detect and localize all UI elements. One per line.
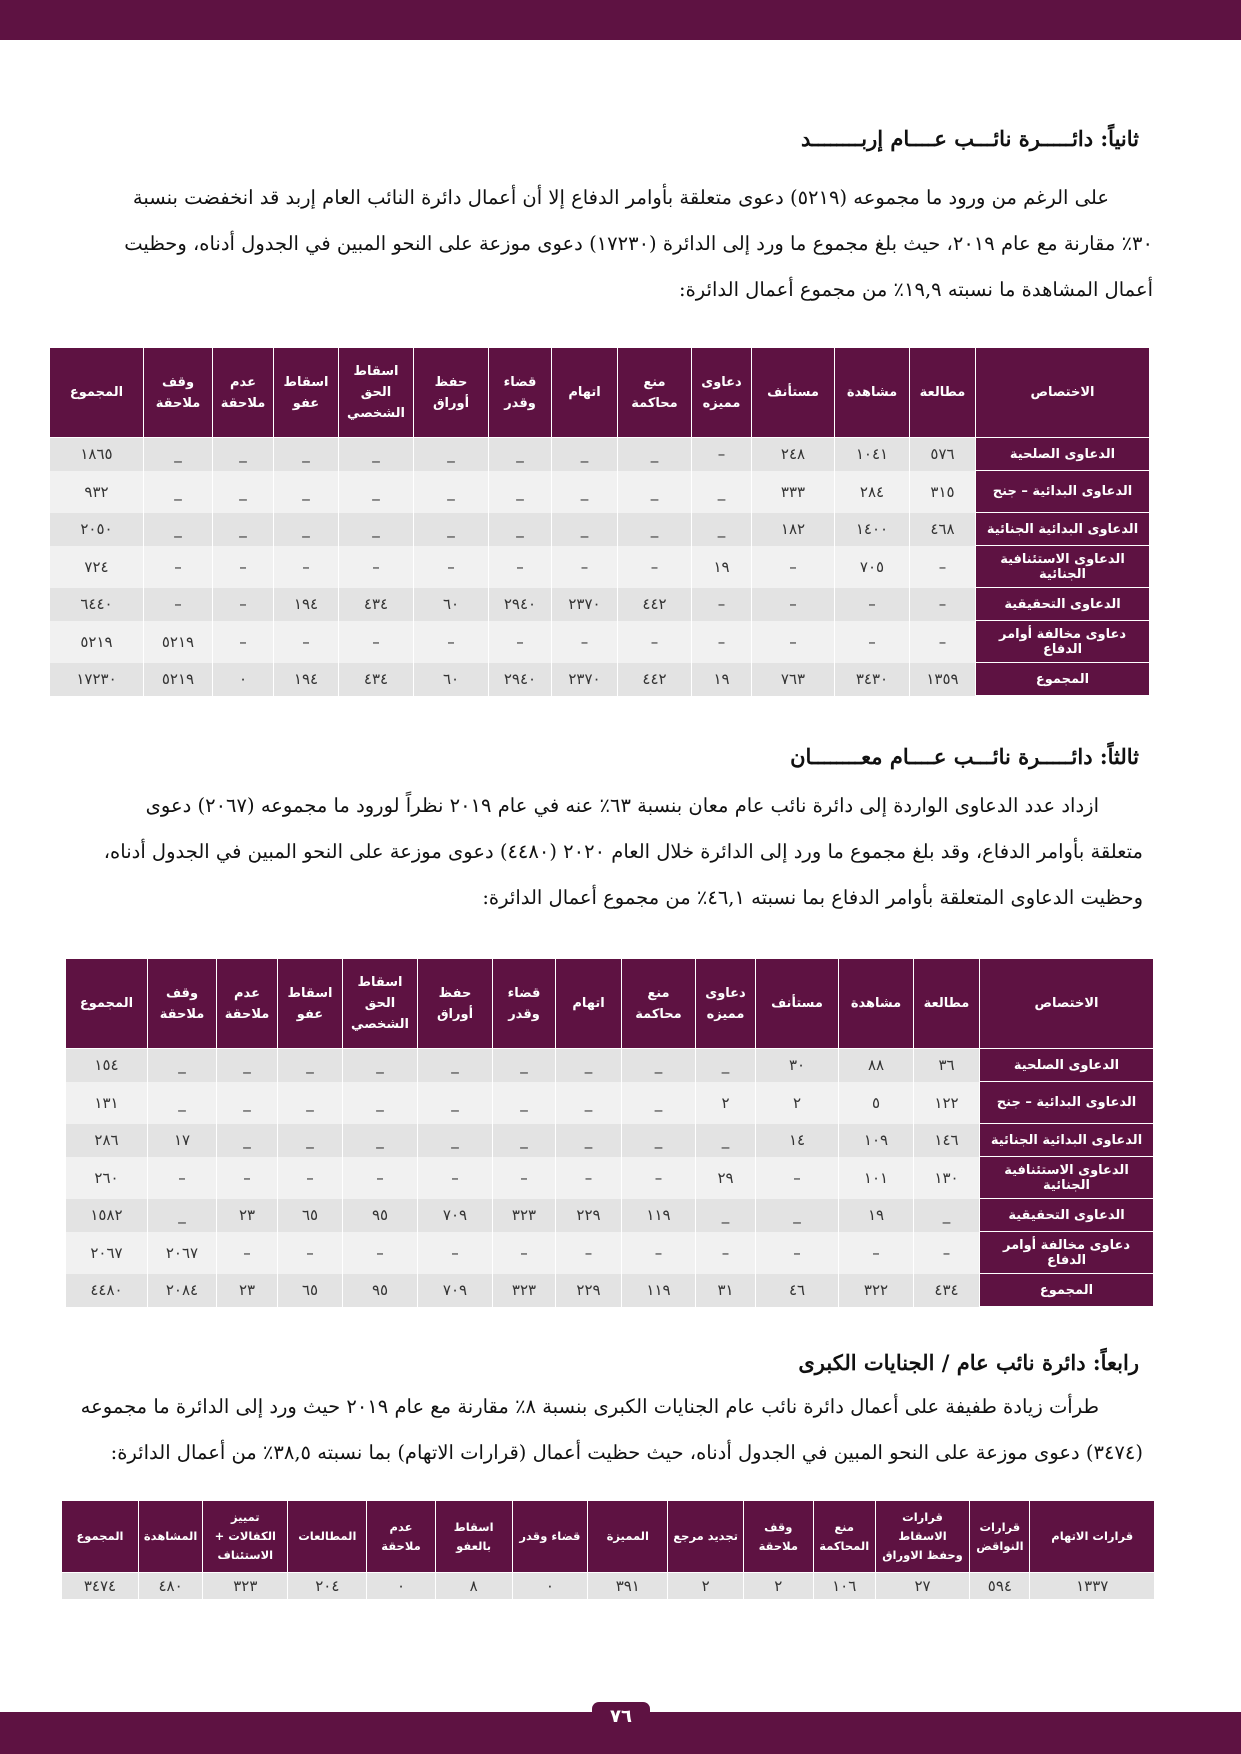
column-header: عدم ملاحقة [213, 348, 274, 438]
table-cell: _ [552, 438, 618, 471]
table-cell: _ [756, 1199, 839, 1232]
section-paragraph-maan [89, 783, 1143, 921]
table-cell: _ [489, 513, 552, 546]
section-paragraph-major-crimes [80, 1384, 1143, 1476]
row-label: الدعاوى الاستئنافية الجنائية [980, 1157, 1154, 1199]
column-header: المطالعات [288, 1501, 367, 1573]
table-cell: ٣٠ [756, 1049, 839, 1082]
table-cell: ٧٠٩ [418, 1274, 493, 1307]
table-cell: ٣٢٢ [839, 1274, 914, 1307]
table-cell: _ [213, 471, 274, 513]
table-cell: ٣٣٣ [752, 471, 835, 513]
column-header: قضاء وقدر [493, 959, 556, 1049]
table-cell: ٣٦ [914, 1049, 980, 1082]
table-cell: _ [622, 1082, 696, 1124]
table-cell: _ [339, 471, 414, 513]
table-cell: ٣١ [696, 1274, 756, 1307]
table-cell: ٥٢١٩ [144, 621, 213, 663]
table-cell: – [756, 1157, 839, 1199]
table-cell: ٢٤٨ [752, 438, 835, 471]
table-row [66, 1124, 1154, 1157]
table-cell: ١٤٠٠ [835, 513, 910, 546]
table-cell: ١٩٤ [274, 663, 339, 696]
column-header: قرارات الاتهام [1030, 1501, 1155, 1573]
row-label: المجموع [980, 1274, 1154, 1307]
table-row [66, 1232, 1154, 1274]
row-label: الدعاوى الصلحية [976, 438, 1150, 471]
table-cell: _ [696, 1199, 756, 1232]
table-cell: – [556, 1157, 622, 1199]
paragraph-line: طرأت زيادة طفيفة على أعمال دائرة نائب عام الجنايات الكبرى بنسبة ٨٪ مقارنة مع عام ٢٠١٩ حيث ورد إلى الدائرة ما مجموعه [80, 1395, 1099, 1418]
table-cell: _ [618, 471, 692, 513]
table-cell: ٩٣٢ [50, 471, 144, 513]
table-cell: ٧٠٩ [418, 1199, 493, 1232]
table-cell: – [489, 546, 552, 588]
page-number: ٧٦ [592, 1702, 650, 1730]
table-cell: – [148, 1157, 217, 1199]
table-cell: _ [556, 1049, 622, 1082]
table-cell: _ [144, 438, 213, 471]
table-cell: – [622, 1157, 696, 1199]
table-cell: ٦٥ [278, 1199, 343, 1232]
table-cell: _ [274, 513, 339, 546]
column-header: اسقاط الحق الشخصي [339, 348, 414, 438]
table-cell: ١٧٢٣٠ [50, 663, 144, 696]
table-cell: ٢٧ [875, 1573, 969, 1599]
table-cell: _ [148, 1199, 217, 1232]
table-cell: ٣١٥ [910, 471, 976, 513]
table-cell: ١٩ [839, 1199, 914, 1232]
table-cell: – [339, 621, 414, 663]
table-cell: – [835, 621, 910, 663]
maan-cases-table [65, 958, 1154, 1307]
table-cell: ١٢٢ [914, 1082, 980, 1124]
table-cell: _ [274, 471, 339, 513]
table-cell: ٠ [367, 1573, 436, 1599]
table-cell: – [618, 546, 692, 588]
table-cell: ٣٤٣٠ [835, 663, 910, 696]
table-cell: – [414, 546, 489, 588]
table-cell: _ [148, 1049, 217, 1082]
column-header: قرارات النواقض [970, 1501, 1030, 1573]
table-cell: _ [696, 1124, 756, 1157]
column-header: منع المحاكمة [813, 1501, 875, 1573]
section-heading-major-crimes: رابعاً: دائرة نائب عام / الجنايات الكبرى [798, 1350, 1139, 1375]
table-cell: ٣٢٣ [493, 1199, 556, 1232]
column-header: اسقاط الحق الشخصي [343, 959, 418, 1049]
table-row [66, 1082, 1154, 1124]
paragraph-line: ٣٠٪ مقارنة مع عام ٢٠١٩، حيث بلغ مجموع ما ورد إلى الدائرة (١٧٢٣٠) دعوى موزعة على النحو المبين في الجدول أدناه، وحظيت [124, 232, 1153, 255]
table-cell: _ [414, 471, 489, 513]
table-cell: – [418, 1232, 493, 1274]
table-cell: – [618, 621, 692, 663]
table-cell: _ [493, 1049, 556, 1082]
paragraph-line: متعلقة بأوامر الدفاع، وقد بلغ مجموع ما ورد إلى الدائرة خلال العام ٢٠٢٠ (٤٤٨٠) دعوى موزعة على النحو المبين في الجدول أدناه، [103, 840, 1143, 863]
table-cell: ٤٤٢ [618, 588, 692, 621]
table-row [66, 1049, 1154, 1082]
table-cell: – [556, 1232, 622, 1274]
column-header: الاختصاص [976, 348, 1150, 438]
column-header: عدم ملاحقة [217, 959, 278, 1049]
table-header-row [62, 1501, 1155, 1573]
table-cell: _ [493, 1124, 556, 1157]
table-cell: _ [552, 471, 618, 513]
table-cell: ٥٩٤ [970, 1573, 1030, 1599]
table-cell: – [213, 546, 274, 588]
table-cell: ١٨٦٥ [50, 438, 144, 471]
table-cell: – [692, 588, 752, 621]
table-cell: ٢٠٦٧ [148, 1232, 217, 1274]
table-cell: ٥٢١٩ [144, 663, 213, 696]
table-row [50, 513, 1150, 546]
column-header: المجموع [62, 1501, 139, 1573]
table-cell: – [144, 588, 213, 621]
table-cell: _ [556, 1082, 622, 1124]
table-cell: – [217, 1157, 278, 1199]
table-cell: ٢ [668, 1573, 744, 1599]
column-header: تجديد مرجع [668, 1501, 744, 1573]
table-cell: ١٠٤١ [835, 438, 910, 471]
table-cell: ٩٥ [343, 1274, 418, 1307]
table-cell: _ [622, 1124, 696, 1157]
table-cell: ١٠١ [839, 1157, 914, 1199]
table-cell: ١٧ [148, 1124, 217, 1157]
row-label: الدعاوى التحقيقية [976, 588, 1150, 621]
table-cell: ٢٢٩ [556, 1274, 622, 1307]
paragraph-line: على الرغم من ورود ما مجموعه (٥٢١٩) دعوى متعلقة بأوامر الدفاع إلا أن أعمال دائرة النائب العام إربد قد انخفضت بنسبة [132, 186, 1109, 209]
column-header: منع محاكمة [618, 348, 692, 438]
table-cell: – [914, 1232, 980, 1274]
table-row [50, 621, 1150, 663]
column-header: قرارات الاسقاط وحفظ الاوراق [875, 1501, 969, 1573]
table-cell: ٢٩٤٠ [489, 663, 552, 696]
table-cell: _ [418, 1049, 493, 1082]
row-label: الدعاوى الصلحية [980, 1049, 1154, 1082]
column-header: مستأنف [752, 348, 835, 438]
column-header: مطالعة [910, 348, 976, 438]
column-header: مستأنف [756, 959, 839, 1049]
table-cell: – [414, 621, 489, 663]
table-cell: – [692, 621, 752, 663]
table-cell: _ [914, 1199, 980, 1232]
column-header: تمييز الكفالات + الاستئناف [203, 1501, 288, 1573]
table-row [50, 471, 1150, 513]
table-cell: ٣٩١ [588, 1573, 668, 1599]
table-row [50, 438, 1150, 471]
major-crimes-table [61, 1500, 1155, 1599]
table-cell: – [752, 588, 835, 621]
table-cell: – [339, 546, 414, 588]
table-cell: _ [274, 438, 339, 471]
column-header: دعاوى مميزه [696, 959, 756, 1049]
table-cell: _ [622, 1049, 696, 1082]
table-cell: ٢ [756, 1082, 839, 1124]
table-cell: ٦٠ [414, 588, 489, 621]
table-row [66, 1274, 1154, 1307]
row-label: الدعاوى البدائية – جنح [976, 471, 1150, 513]
table-cell: ١٣٥٩ [910, 663, 976, 696]
table-cell: ٢٠٥٠ [50, 513, 144, 546]
table-cell: ٤٦٨ [910, 513, 976, 546]
table-cell: ٣٢٣ [493, 1274, 556, 1307]
row-label: الدعاوى الاستئنافية الجنائية [976, 546, 1150, 588]
table-cell: ٠ [213, 663, 274, 696]
table-cell: ١٥٨٢ [66, 1199, 148, 1232]
paragraph-line: أعمال المشاهدة ما نسبته ١٩,٩٪ من مجموع أعمال الدائرة: [679, 278, 1153, 301]
table-cell: ٢ [744, 1573, 814, 1599]
table-cell: – [343, 1157, 418, 1199]
column-header: الاختصاص [980, 959, 1154, 1049]
table-cell: ٤٤٨٠ [66, 1274, 148, 1307]
table-cell: _ [278, 1049, 343, 1082]
table-cell: – [552, 621, 618, 663]
column-header: مشاهدة [835, 348, 910, 438]
table-cell: – [213, 621, 274, 663]
table-cell: ٦٠ [414, 663, 489, 696]
column-header: حفظ أوراق [418, 959, 493, 1049]
table-cell: – [839, 1232, 914, 1274]
table-cell: – [622, 1232, 696, 1274]
column-header: حفظ أوراق [414, 348, 489, 438]
table-cell: _ [418, 1082, 493, 1124]
table-cell: _ [414, 513, 489, 546]
table-cell: ٤٤٢ [618, 663, 692, 696]
table-cell: ٥ [839, 1082, 914, 1124]
row-label: الدعاوى البدائية – جنح [980, 1082, 1154, 1124]
table-cell: – [756, 1232, 839, 1274]
table-cell: _ [343, 1082, 418, 1124]
section-paragraph-irbid [89, 175, 1153, 313]
table-cell: – [696, 1232, 756, 1274]
table-cell: ٧٠٥ [835, 546, 910, 588]
table-cell: – [213, 588, 274, 621]
table-cell: – [493, 1232, 556, 1274]
table-cell: _ [343, 1124, 418, 1157]
table-cell: _ [618, 513, 692, 546]
table-header-row [50, 348, 1150, 438]
column-header: قضاء وقدر [512, 1501, 588, 1573]
row-label: المجموع [976, 663, 1150, 696]
paragraph-line: وحظيت الدعاوى المتعلقة بأوامر الدفاع بما نسبته ٤٦,١٪ من مجموع أعمال الدائرة: [482, 886, 1143, 909]
table-cell: ١٣٣٧ [1030, 1573, 1155, 1599]
table-cell: _ [278, 1082, 343, 1124]
table-cell: ٧٢٤ [50, 546, 144, 588]
table-cell: _ [343, 1049, 418, 1082]
column-header: وقف ملاحقة [744, 1501, 814, 1573]
table-cell: ١٩ [692, 663, 752, 696]
table-cell: – [217, 1232, 278, 1274]
table-cell: ١٨٢ [752, 513, 835, 546]
row-label: دعاوى مخالفة أوامر الدفاع [980, 1232, 1154, 1274]
table-cell: ٤٣٤ [339, 663, 414, 696]
table-cell: – [910, 588, 976, 621]
section-heading-maan: ثالثاً: دائـــــرة نائـــب عــــام معــــــــان [790, 744, 1139, 769]
table-row [66, 1157, 1154, 1199]
column-header: اسقاط عفو [274, 348, 339, 438]
table-cell: ٢٦٠ [66, 1157, 148, 1199]
table-cell: ٨ [435, 1573, 512, 1599]
table-cell: ٤٦ [756, 1274, 839, 1307]
table-cell: _ [692, 513, 752, 546]
table-cell: ٤٣٤ [339, 588, 414, 621]
table-cell: ٢٨٦ [66, 1124, 148, 1157]
table-cell: ٢ [696, 1082, 756, 1124]
column-header: المشاهدة [138, 1501, 202, 1573]
table-cell: _ [552, 513, 618, 546]
table-cell: _ [696, 1049, 756, 1082]
column-header: وقف ملاحقة [148, 959, 217, 1049]
row-label: الدعاوى التحقيقية [980, 1199, 1154, 1232]
table-cell: ٢٠٤ [288, 1573, 367, 1599]
table-cell: ٤٣٤ [914, 1274, 980, 1307]
table-cell: _ [144, 471, 213, 513]
table-cell: ١٠٩ [839, 1124, 914, 1157]
table-cell: _ [144, 513, 213, 546]
table-cell: ٣٤٧٤ [62, 1573, 139, 1599]
paragraph-line: (٣٤٧٤) دعوى موزعة على النحو المبين في الجدول أدناه، حيث حظيت أعمال (قرارات الاتهام) بما نسبته ٣٨,٥٪ من أعمال الدائرة: [110, 1441, 1143, 1464]
table-cell: – [835, 588, 910, 621]
table-cell: _ [217, 1049, 278, 1082]
section-heading-irbid: ثانياً: دائـــــرة نائـــب عــــام إربــــــــد [801, 126, 1139, 151]
table-cell: – [144, 546, 213, 588]
table-cell: ٢٩ [696, 1157, 756, 1199]
table-cell: – [274, 546, 339, 588]
table-cell: – [489, 621, 552, 663]
row-label: الدعاوى البدائية الجنائية [980, 1124, 1154, 1157]
table-cell: _ [692, 471, 752, 513]
table-cell: ١٥٤ [66, 1049, 148, 1082]
table-cell: – [752, 546, 835, 588]
table-cell: – [278, 1232, 343, 1274]
table-cell: _ [418, 1124, 493, 1157]
table-cell: ٥٧٦ [910, 438, 976, 471]
table-cell: _ [489, 438, 552, 471]
table-cell: ٢٠٦٧ [66, 1232, 148, 1274]
table-cell: _ [217, 1082, 278, 1124]
table-cell: ٢٩٤٠ [489, 588, 552, 621]
column-header: اسقاط عفو [278, 959, 343, 1049]
table-cell: – [274, 621, 339, 663]
table-cell: _ [213, 513, 274, 546]
table-cell: ٩٥ [343, 1199, 418, 1232]
table-cell: ٢٣ [217, 1274, 278, 1307]
table-cell: ١٠٦ [813, 1573, 875, 1599]
column-header: مشاهدة [839, 959, 914, 1049]
table-cell: _ [556, 1124, 622, 1157]
table-cell: – [910, 546, 976, 588]
table-cell: – [418, 1157, 493, 1199]
table-cell: ٢٠٨٤ [148, 1274, 217, 1307]
table-row [50, 546, 1150, 588]
table-cell: – [552, 546, 618, 588]
table-cell: – [278, 1157, 343, 1199]
table-cell: ١٩٤ [274, 588, 339, 621]
table-cell: _ [217, 1124, 278, 1157]
table-cell: _ [414, 438, 489, 471]
table-cell: – [910, 621, 976, 663]
table-cell: – [343, 1232, 418, 1274]
top-banner [0, 0, 1241, 40]
table-cell: _ [339, 513, 414, 546]
column-header: قضاء وقدر [489, 348, 552, 438]
column-header: المميزة [588, 1501, 668, 1573]
table-cell: _ [618, 438, 692, 471]
column-header: اسقاط بالعفو [435, 1501, 512, 1573]
table-cell: _ [278, 1124, 343, 1157]
table-cell: ٢٣٧٠ [552, 588, 618, 621]
column-header: عدم ملاحقة [367, 1501, 436, 1573]
table-row [66, 1199, 1154, 1232]
table-cell: ١٤٦ [914, 1124, 980, 1157]
column-header: منع محاكمة [622, 959, 696, 1049]
column-header: مطالعة [914, 959, 980, 1049]
column-header: اتهام [556, 959, 622, 1049]
table-cell: _ [489, 471, 552, 513]
column-header: دعاوى مميزه [692, 348, 752, 438]
table-cell: ١٣١ [66, 1082, 148, 1124]
table-row [62, 1573, 1155, 1599]
table-cell: _ [493, 1082, 556, 1124]
table-cell: ٢٣٧٠ [552, 663, 618, 696]
table-cell: ٧٦٣ [752, 663, 835, 696]
table-cell: ١٣٠ [914, 1157, 980, 1199]
table-cell: ٦٥ [278, 1274, 343, 1307]
table-cell: ٦٤٤٠ [50, 588, 144, 621]
table-cell: ٤٨٠ [138, 1573, 202, 1599]
table-cell: ١٩ [692, 546, 752, 588]
table-cell: – [493, 1157, 556, 1199]
table-cell: ٢٢٩ [556, 1199, 622, 1232]
table-row [50, 663, 1150, 696]
table-cell: _ [339, 438, 414, 471]
table-row [50, 588, 1150, 621]
table-cell: – [692, 438, 752, 471]
table-cell: ١١٩ [622, 1274, 696, 1307]
table-cell: _ [213, 438, 274, 471]
table-cell: _ [148, 1082, 217, 1124]
column-header: اتهام [552, 348, 618, 438]
table-cell: ١١٩ [622, 1199, 696, 1232]
table-cell: ٨٨ [839, 1049, 914, 1082]
paragraph-line: ازداد عدد الدعاوى الواردة إلى دائرة نائب عام معان بنسبة ٦٣٪ عنه في عام ٢٠١٩ نظراً لورود ما مجموعه (٢٠٦٧) دعوى [145, 794, 1099, 817]
column-header: وقف ملاحقة [144, 348, 213, 438]
table-cell: – [752, 621, 835, 663]
table-header-row [66, 959, 1154, 1049]
table-cell: ٢٣ [217, 1199, 278, 1232]
table-cell: ٣٢٣ [203, 1573, 288, 1599]
row-label: دعاوى مخالفة أوامر الدفاع [976, 621, 1150, 663]
irbid-cases-table [49, 347, 1150, 696]
table-cell: ١٤ [756, 1124, 839, 1157]
table-cell: ٥٢١٩ [50, 621, 144, 663]
row-label: الدعاوى البدائية الجنائية [976, 513, 1150, 546]
column-header: المجموع [66, 959, 148, 1049]
table-cell: ٠ [512, 1573, 588, 1599]
table-cell: ٢٨٤ [835, 471, 910, 513]
column-header: المجموع [50, 348, 144, 438]
